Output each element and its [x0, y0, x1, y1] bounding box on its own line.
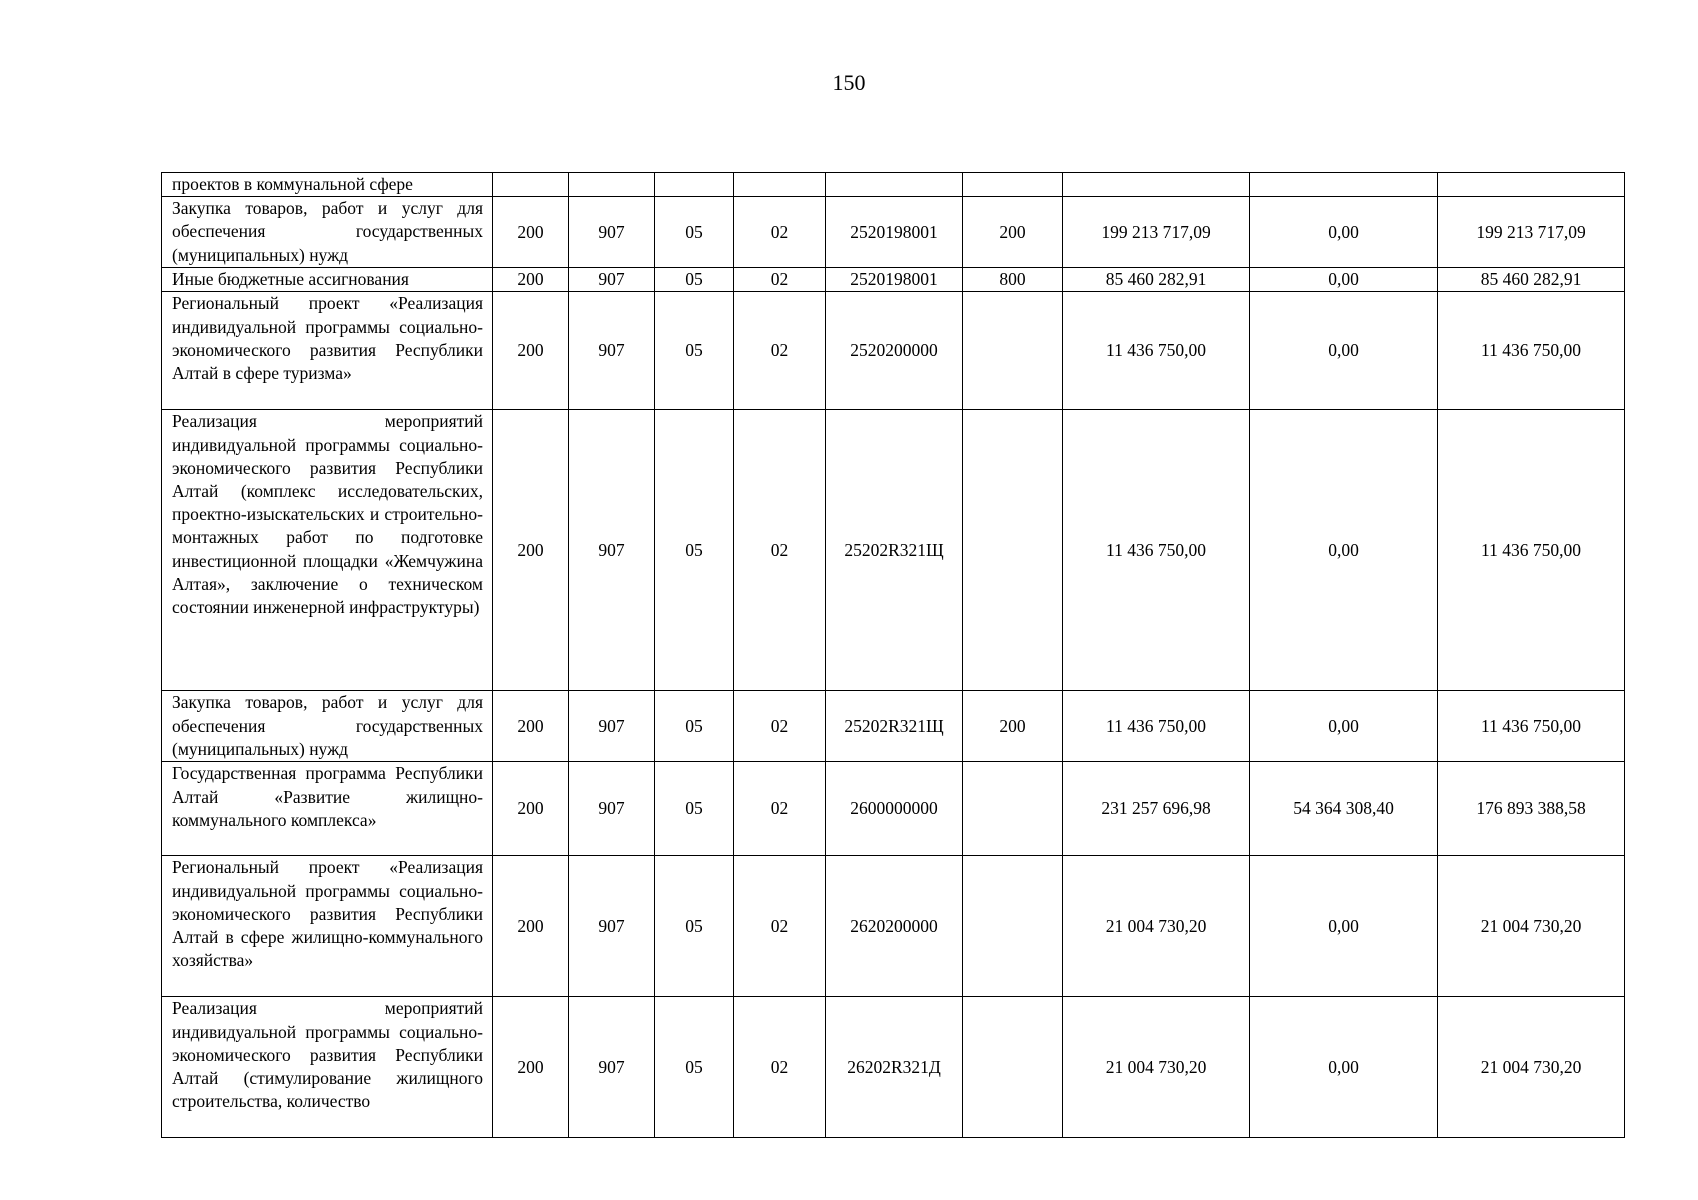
code-cell: 800: [963, 268, 1063, 292]
page-number: 150: [832, 70, 866, 95]
amount-cell: 0,00: [1250, 197, 1438, 268]
table-row: [162, 856, 1625, 997]
amount-cell: 11 436 750,00: [1063, 292, 1250, 410]
amount-cell: [1438, 173, 1625, 197]
code-cell: 05: [655, 997, 734, 1138]
item-name-cell: проектов в коммунальной сфере: [162, 173, 493, 197]
amount-cell: 199 213 717,09: [1438, 197, 1625, 268]
code-cell: 2520198001: [826, 268, 963, 292]
table-row: [162, 173, 1625, 197]
code-cell: 907: [569, 691, 655, 762]
table-row: [162, 292, 1625, 410]
item-name-cell: Государственная программа Республики Алтай «Развитие жилищно-коммунального комплекса»: [162, 762, 493, 856]
table-row: [162, 762, 1625, 856]
code-cell: 2620200000: [826, 856, 963, 997]
amount-cell: 11 436 750,00: [1438, 691, 1625, 762]
amount-cell: 21 004 730,20: [1063, 856, 1250, 997]
code-cell: 02: [734, 691, 826, 762]
code-cell: [963, 762, 1063, 856]
code-cell: 25202R321Щ: [826, 691, 963, 762]
table-row: [162, 997, 1625, 1138]
amount-cell: 21 004 730,20: [1063, 997, 1250, 1138]
item-name-cell: Реализация мероприятий индивидуальной программы социально-экономического развития Республики Алтай (стимулирование жилищного строительства, количество: [162, 997, 493, 1138]
amount-cell: 11 436 750,00: [1063, 691, 1250, 762]
code-cell: 200: [493, 856, 569, 997]
table-row: [162, 197, 1625, 268]
code-cell: 05: [655, 292, 734, 410]
code-cell: 25202R321Щ: [826, 410, 963, 691]
amount-cell: [1063, 173, 1250, 197]
code-cell: [655, 173, 734, 197]
amount-cell: 199 213 717,09: [1063, 197, 1250, 268]
code-cell: [493, 173, 569, 197]
code-cell: 26202R321Д: [826, 997, 963, 1138]
code-cell: 02: [734, 762, 826, 856]
amount-cell: 54 364 308,40: [1250, 762, 1438, 856]
code-cell: 2520200000: [826, 292, 963, 410]
item-name-cell: Закупка товаров, работ и услуг для обеспечения государственных (муниципальных) нужд: [162, 197, 493, 268]
item-name-cell: Региональный проект «Реализация индивидуальной программы социально-экономического развития Республики Алтай в сфере жилищно-коммунального хозяйства»: [162, 856, 493, 997]
amount-cell: 85 460 282,91: [1438, 268, 1625, 292]
code-cell: 02: [734, 997, 826, 1138]
amount-cell: 0,00: [1250, 856, 1438, 997]
code-cell: 2520198001: [826, 197, 963, 268]
amount-cell: 85 460 282,91: [1063, 268, 1250, 292]
code-cell: 2600000000: [826, 762, 963, 856]
item-name-cell: Закупка товаров, работ и услуг для обеспечения государственных (муниципальных) нужд: [162, 691, 493, 762]
code-cell: 02: [734, 292, 826, 410]
code-cell: 200: [493, 410, 569, 691]
budget-table-body: [162, 173, 1625, 1138]
code-cell: [963, 997, 1063, 1138]
amount-cell: 0,00: [1250, 268, 1438, 292]
code-cell: [963, 173, 1063, 197]
item-name-cell: Иные бюджетные ассигнования: [162, 268, 493, 292]
amount-cell: 0,00: [1250, 997, 1438, 1138]
code-cell: 05: [655, 856, 734, 997]
code-cell: 200: [963, 197, 1063, 268]
code-cell: 02: [734, 268, 826, 292]
amount-cell: 0,00: [1250, 292, 1438, 410]
code-cell: 907: [569, 410, 655, 691]
code-cell: 05: [655, 410, 734, 691]
amount-cell: 21 004 730,20: [1438, 856, 1625, 997]
code-cell: 05: [655, 762, 734, 856]
table-row: [162, 268, 1625, 292]
code-cell: 200: [493, 268, 569, 292]
code-cell: 200: [493, 997, 569, 1138]
code-cell: 907: [569, 197, 655, 268]
code-cell: 200: [493, 691, 569, 762]
code-cell: [734, 173, 826, 197]
amount-cell: 231 257 696,98: [1063, 762, 1250, 856]
amount-cell: 0,00: [1250, 691, 1438, 762]
item-name-cell: Реализация мероприятий индивидуальной программы социально-экономического развития Республики Алтай (комплекс исследовательских, проектно-изыскательских и строительно-монтажных работ по подготовке инвестиционной площадки «Жемчужина Алтая», заключение о техническом состоянии инженерной инфраструктуры): [162, 410, 493, 691]
code-cell: 907: [569, 292, 655, 410]
code-cell: 05: [655, 691, 734, 762]
code-cell: [963, 410, 1063, 691]
code-cell: [963, 292, 1063, 410]
code-cell: [963, 856, 1063, 997]
code-cell: 200: [493, 292, 569, 410]
code-cell: 907: [569, 268, 655, 292]
code-cell: 907: [569, 762, 655, 856]
code-cell: 907: [569, 856, 655, 997]
code-cell: 05: [655, 197, 734, 268]
code-cell: 05: [655, 268, 734, 292]
amount-cell: 11 436 750,00: [1438, 410, 1625, 691]
table-row: [162, 410, 1625, 691]
code-cell: 02: [734, 410, 826, 691]
amount-cell: 0,00: [1250, 410, 1438, 691]
code-cell: 200: [493, 197, 569, 268]
item-name-cell: Региональный проект «Реализация индивидуальной программы социально-экономического развития Республики Алтай в сфере туризма»: [162, 292, 493, 410]
code-cell: 02: [734, 856, 826, 997]
amount-cell: 11 436 750,00: [1063, 410, 1250, 691]
budget-table: [161, 172, 1625, 1138]
code-cell: 200: [963, 691, 1063, 762]
amount-cell: 11 436 750,00: [1438, 292, 1625, 410]
code-cell: [569, 173, 655, 197]
code-cell: 907: [569, 997, 655, 1138]
table-row: [162, 691, 1625, 762]
code-cell: 200: [493, 762, 569, 856]
amount-cell: 21 004 730,20: [1438, 997, 1625, 1138]
amount-cell: [1250, 173, 1438, 197]
amount-cell: 176 893 388,58: [1438, 762, 1625, 856]
code-cell: 02: [734, 197, 826, 268]
code-cell: [826, 173, 963, 197]
